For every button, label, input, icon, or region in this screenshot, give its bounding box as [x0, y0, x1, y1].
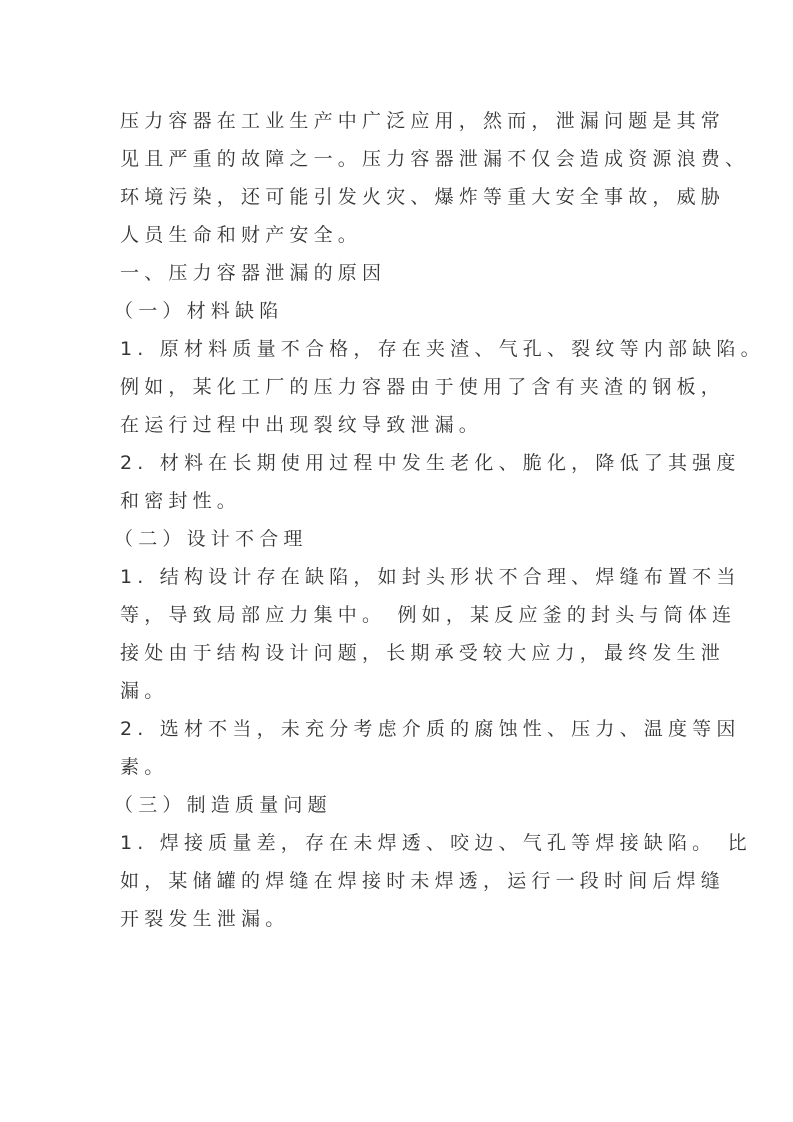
intro-paragraph-line-2: 见且严重的故障之一。压力容器泄漏不仅会造成资源浪费、 — [120, 148, 750, 170]
list-item-design-1-line-2: 等，导致局部应力集中。 例如，某反应釜的封头与筒体连 — [120, 604, 737, 626]
list-item-material-2-line-2: 和密封性。 — [120, 490, 242, 512]
intro-paragraph-line-3: 环境污染，还可能引发火灾、爆炸等重大安全事故，威胁 — [120, 186, 726, 208]
section-heading-causes: 一、压力容器泄漏的原因 — [120, 262, 387, 284]
list-item-manufacturing-1-line-2: 如，某储罐的焊缝在焊接时未焊透，运行一段时间后焊缝 — [120, 870, 726, 892]
list-item-manufacturing-1-line-1: 1. 焊接质量差，存在未焊透、咬边、气孔等焊接缺陷。 比 — [120, 832, 752, 854]
intro-paragraph-line-1: 压力容器在工业生产中广泛应用，然而，泄漏问题是其常 — [120, 110, 726, 132]
list-item-manufacturing-1-line-3: 开裂发生泄漏。 — [120, 908, 290, 930]
list-item-material-1-line-1: 1. 原材料质量不合格，存在夹渣、气孔、裂纹等内部缺陷。 — [120, 338, 765, 360]
subsection-heading-material-defects: （一）材料缺陷 — [114, 300, 284, 322]
list-item-design-2-line-2: 素。 — [120, 756, 169, 778]
document-page — [114, 102, 765, 938]
list-item-material-1-line-2: 例如，某化工厂的压力容器由于使用了含有夹渣的钢板， — [120, 376, 726, 398]
list-item-design-1-line-3: 接处由于结构设计问题，长期承受较大应力，最终发生泄 — [120, 642, 726, 664]
subsection-heading-manufacturing: （三）制造质量问题 — [114, 794, 332, 816]
intro-paragraph-line-4: 人员生命和财产安全。 — [120, 224, 363, 246]
list-item-material-2-line-1: 2. 材料在长期使用过程中发生老化、脆化，降低了其强度 — [120, 452, 741, 474]
list-item-design-1-line-4: 漏。 — [120, 680, 169, 702]
subsection-heading-design: （二）设计不合理 — [114, 528, 308, 550]
list-item-design-2-line-1: 2. 选材不当，未充分考虑介质的腐蚀性、压力、温度等因 — [120, 718, 741, 740]
list-item-design-1-line-1: 1. 结构设计存在缺陷，如封头形状不合理、焊缝布置不当 — [120, 566, 741, 588]
list-item-material-1-line-3: 在运行过程中出现裂纹导致泄漏。 — [120, 414, 484, 436]
